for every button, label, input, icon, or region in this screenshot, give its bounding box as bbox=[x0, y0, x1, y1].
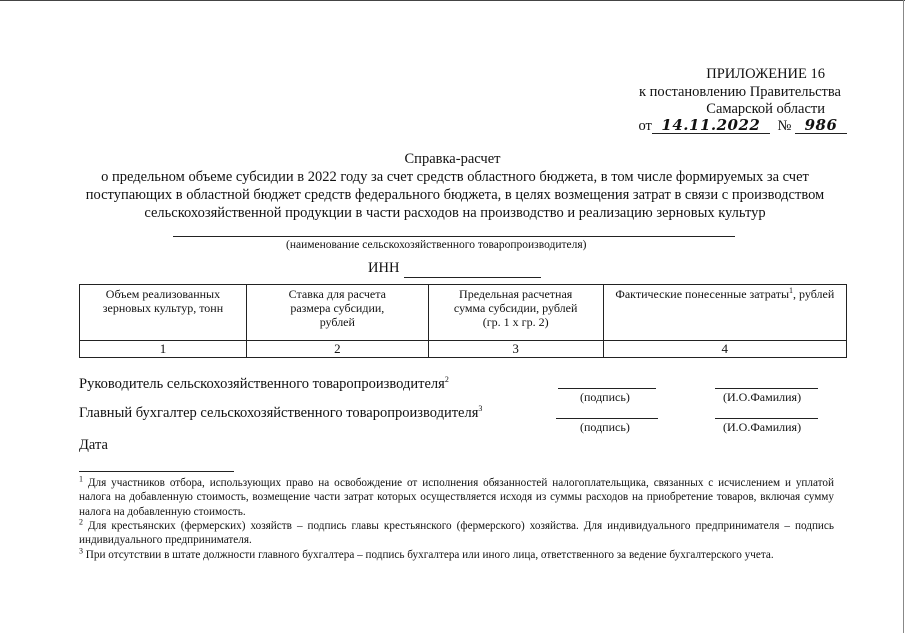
head-name-line bbox=[715, 388, 818, 389]
document-title: Справка-расчет bbox=[404, 151, 501, 167]
header-costs: Фактические понесенные затраты$^1$, рублей bbox=[603, 285, 846, 341]
handwritten-date: 14.11.2022 bbox=[652, 117, 770, 134]
appendix-line1: к постановлению Правительства bbox=[639, 84, 841, 100]
number-prefix: № bbox=[777, 118, 792, 134]
header-rate: Ставка для расчета размера субсидии, рублей bbox=[246, 285, 428, 341]
accountant-signature-line bbox=[556, 418, 658, 419]
table-row bbox=[80, 341, 847, 358]
appendix-date-number bbox=[639, 117, 848, 135]
column-number: 4 bbox=[603, 341, 846, 358]
accountant-name-line bbox=[715, 418, 818, 419]
accountant-signature-label: Главный бухгалтер сельскохозяйственного товаропроизводителя$^3$ bbox=[79, 404, 483, 421]
head-signature-line bbox=[558, 388, 656, 389]
column-number: 3 bbox=[428, 341, 603, 358]
header-volume: Объем реализованных зерновых культур, тонн bbox=[80, 285, 247, 341]
head-name-caption: (И.О.Фамилия) bbox=[723, 390, 802, 404]
head-footnote-mark: 2 bbox=[444, 375, 449, 385]
column-number: 1 bbox=[80, 341, 247, 358]
footnote-separator bbox=[79, 471, 234, 472]
header-costs-footnote-mark: 1 bbox=[789, 286, 794, 295]
producer-caption: (наименование сельскохозяйственного товаропроизводителя) bbox=[286, 239, 587, 251]
scan-border-right bbox=[903, 0, 904, 633]
appendix-line2: Самарской области bbox=[706, 101, 825, 117]
inn-line bbox=[404, 277, 541, 278]
appendix-title: ПРИЛОЖЕНИЕ 16 bbox=[706, 66, 825, 82]
head-signature-caption: (подпись) bbox=[580, 390, 630, 404]
document-subject: о предельном объеме субсидии в 2022 году за счет средств областного бюджета, в том числе формируемых за счет поступающих в областной бюджет средств федерального бюджета, в целях возмещения затрат в связи с производством сельскохозяйственной продукции в части расходов на производство и реализацию зерновых культур bbox=[85, 169, 825, 221]
inn-label: ИНН bbox=[368, 260, 400, 276]
subsidy-table bbox=[79, 284, 847, 358]
column-number: 2 bbox=[246, 341, 428, 358]
footnote-3: $^3$ При отсутствии в штате должности главного бухгалтера – подпись бухгалтера или иного лица, ответственного за ведение бухгалтерского учета. bbox=[79, 546, 774, 561]
date-label: Дата bbox=[79, 437, 108, 453]
handwritten-number: 986 bbox=[795, 117, 847, 134]
header-amount: Предельная расчетная сумма субсидии, рублей (гр. 1 х гр. 2) bbox=[428, 285, 603, 341]
footnote-1: $^1$ Для участников отбора, использующих право на освобождение от исполнения обязанностей налогоплательщика, связанных с исчислением и уплатой налога на добавленную стоимость, возмещение части затрат которых осуществляется исходя из суммы расходов на приобретение товаров, включая сумму налога на добавленную стоимость. bbox=[79, 474, 834, 518]
table-header-row bbox=[80, 285, 847, 341]
date-prefix: от bbox=[638, 118, 652, 134]
accountant-footnote-mark: 3 bbox=[478, 404, 483, 414]
scan-border-top bbox=[0, 0, 905, 1]
producer-name-line bbox=[173, 236, 735, 237]
accountant-signature-caption: (подпись) bbox=[580, 420, 630, 434]
footnote-2: $^2$ Для крестьянских (фермерских) хозяйств – подпись главы крестьянского (фермерского) хозяйства. Для индивидуального предпринимателя – подпись индивидуального предпринимателя. bbox=[79, 517, 834, 547]
head-signature-label: Руководитель сельскохозяйственного товаропроизводителя$^2$ bbox=[79, 375, 449, 392]
accountant-name-caption: (И.О.Фамилия) bbox=[723, 420, 802, 434]
